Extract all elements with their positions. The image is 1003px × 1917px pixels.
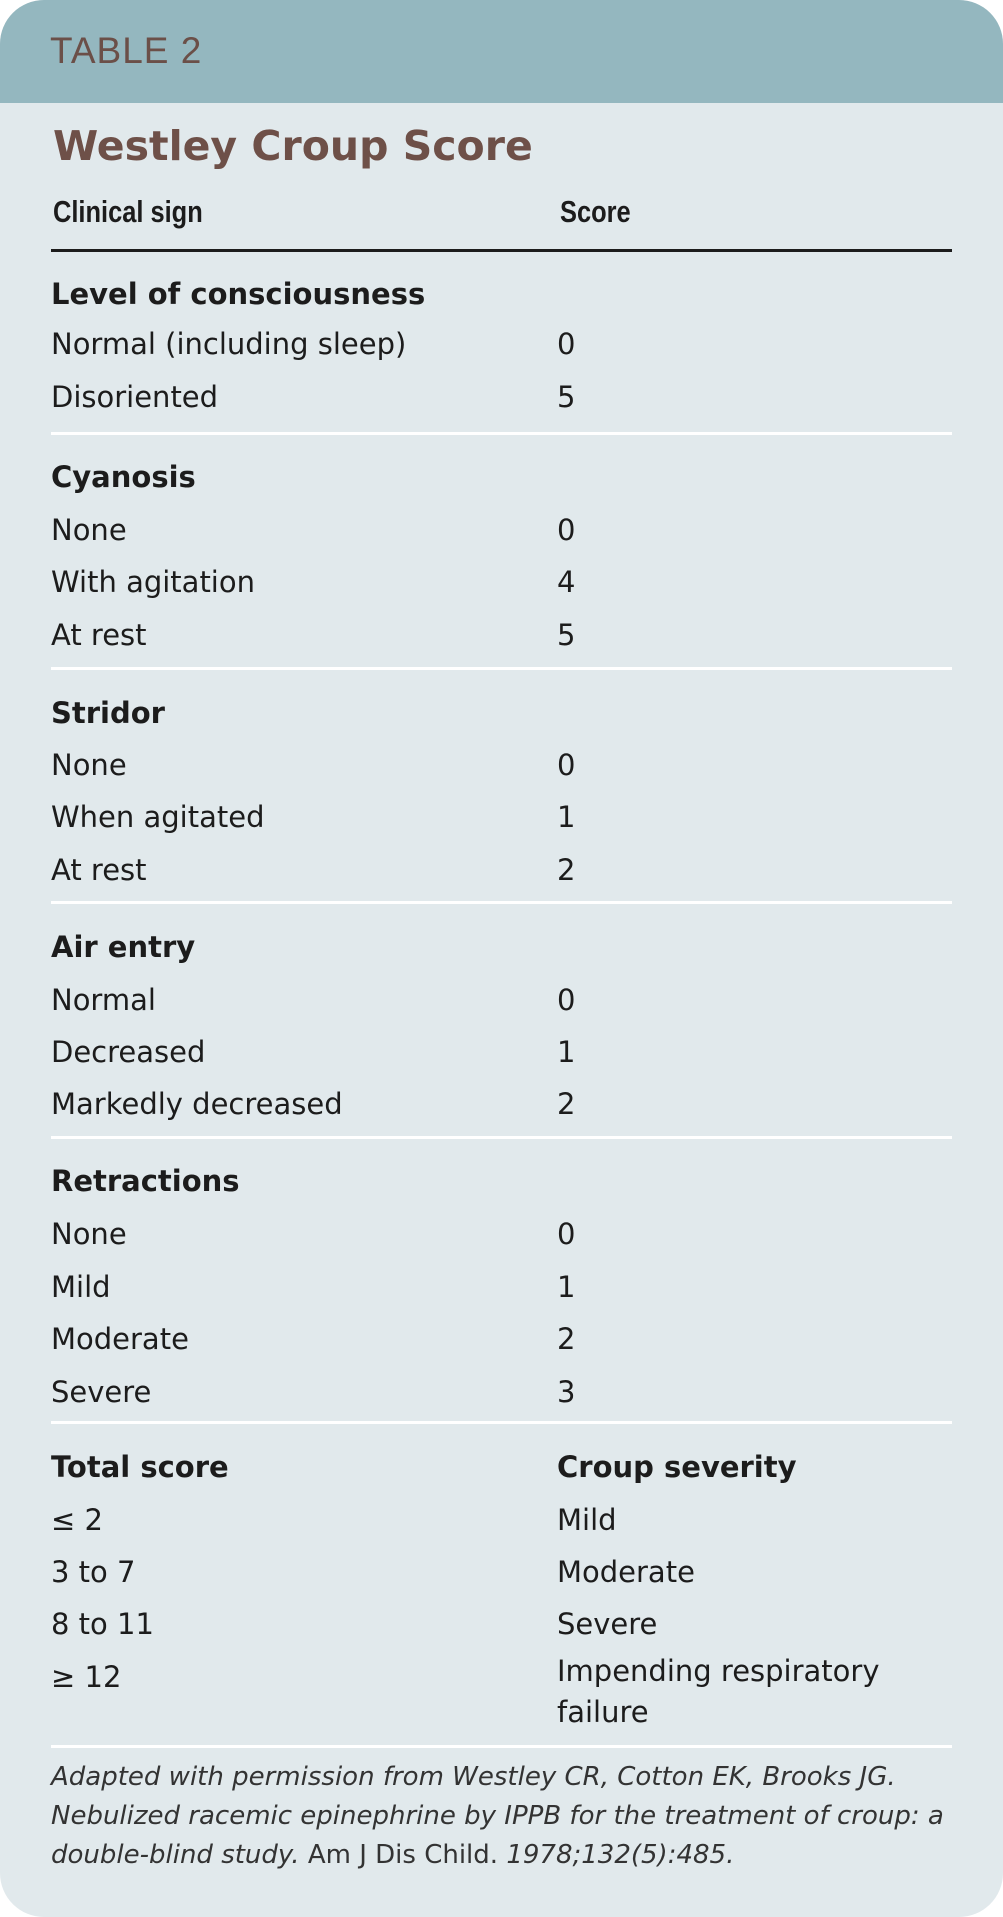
severity-cell: Moderate <box>557 1555 695 1589</box>
score-cell: 5 <box>557 618 576 652</box>
sign-cell: Mild <box>51 1270 111 1304</box>
score-cell: 5 <box>557 380 576 414</box>
score-cell: 0 <box>557 327 576 361</box>
sign-cell: With agitation <box>51 565 255 599</box>
total-score-cell: ≤ 2 <box>51 1503 103 1537</box>
severity-heading-croup: Croup severity <box>557 1450 797 1484</box>
severity-heading-total: Total score <box>51 1450 229 1484</box>
score-cell: 2 <box>557 1322 576 1356</box>
footnote-citation: Adapted with permission from Westley CR, Cotton EK, Brooks JG. Nebulized racemic epinephrine by IPPB for the treatment of croup: a double-blind study. <box>51 1762 944 1870</box>
footnote-volume: 1978;132(5):485. <box>506 1840 735 1870</box>
table-title: Westley Croup Score <box>53 122 533 170</box>
sign-cell: Decreased <box>51 1035 206 1069</box>
severity-divider <box>51 1745 952 1748</box>
section-divider <box>51 432 952 435</box>
sign-cell: Disoriented <box>51 380 219 414</box>
sign-cell: When agitated <box>51 800 265 834</box>
sign-cell: None <box>51 513 127 547</box>
section-divider <box>51 667 952 670</box>
table-header-bar <box>0 0 1003 103</box>
score-cell: 2 <box>557 1087 576 1121</box>
section-divider <box>51 901 952 904</box>
source-footnote <box>51 1758 956 1875</box>
score-cell: 1 <box>557 1035 576 1069</box>
score-cell: 2 <box>557 853 576 887</box>
score-cell: 3 <box>557 1375 576 1409</box>
sign-cell: None <box>51 1217 127 1251</box>
section-heading: Stridor <box>51 696 165 730</box>
severity-cell: Severe <box>557 1607 658 1641</box>
column-header-clinical-sign: Clinical sign <box>53 194 203 229</box>
severity-cell: Impending respiratory failure <box>557 1654 880 1729</box>
section-heading: Cyanosis <box>51 460 196 494</box>
score-cell: 1 <box>557 1270 576 1304</box>
section-divider <box>51 1421 952 1424</box>
header-rule <box>51 249 952 252</box>
score-cell: 0 <box>557 983 576 1017</box>
severity-cell: Mild <box>557 1503 617 1537</box>
score-cell: 0 <box>557 513 576 547</box>
section-divider <box>51 1136 952 1139</box>
score-cell: 1 <box>557 800 576 834</box>
footnote-journal: Am J Dis Child. <box>307 1840 499 1870</box>
section-heading: Level of consciousness <box>51 277 426 311</box>
section-heading: Retractions <box>51 1164 240 1198</box>
sign-cell: Moderate <box>51 1322 189 1356</box>
sign-cell: At rest <box>51 853 147 887</box>
score-cell: 0 <box>557 748 576 782</box>
section-heading: Air entry <box>51 930 196 964</box>
table-number-label: TABLE 2 <box>50 30 203 71</box>
sign-cell: Severe <box>51 1375 152 1409</box>
total-score-cell: ≥ 12 <box>51 1660 122 1694</box>
score-cell: 4 <box>557 565 576 599</box>
sign-cell: Normal (including sleep) <box>51 327 407 361</box>
total-score-cell: 8 to 11 <box>51 1607 154 1641</box>
sign-cell: At rest <box>51 618 147 652</box>
column-header-score: Score <box>560 194 631 229</box>
sign-cell: None <box>51 748 127 782</box>
sign-cell: Normal <box>51 983 156 1017</box>
score-cell: 0 <box>557 1217 576 1251</box>
total-score-cell: 3 to 7 <box>51 1555 136 1589</box>
sign-cell: Markedly decreased <box>51 1087 343 1121</box>
